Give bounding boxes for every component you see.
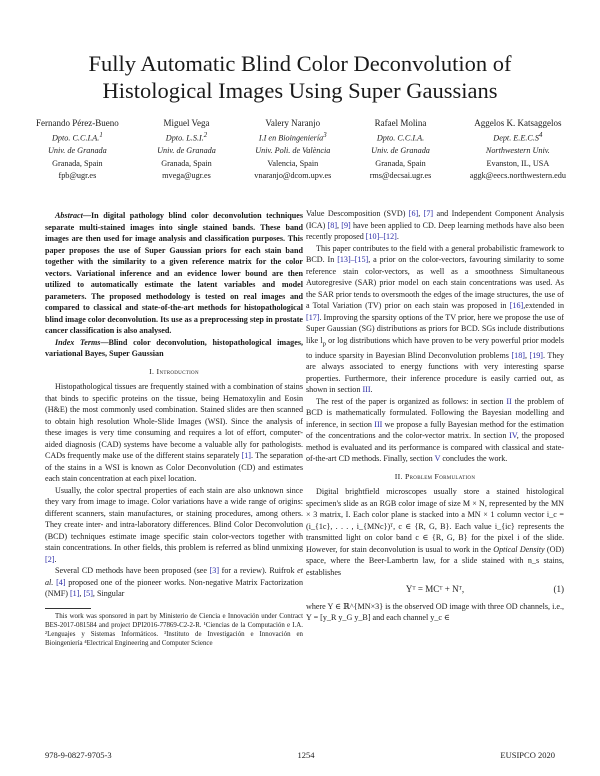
author-affil-mark: 3 xyxy=(323,131,327,139)
paragraph: This paper contributes to the field with a general probabilistic framework to BCD. In [13]–[15], a prior on the color-vectors, favouring similarity to some reference stain color-vectors, as well as a smoothness Simultaneous Autoregresive (SAR) prior model on each stain concentrations was used. As the SAR prior tends to oversmooth the edges of the image structures, the use of a Total Variation (TV) prior on each stain was proposed in [16],extended in [17]. Improving the sparsity options of the TV prior, here we propose the use of Super Gaussian (SG) distributions as priors for BCD. SGs include distributions like $l_p$ or log distributions which have proven to be very powerful prior models to induce sparsity in Bayesian Blind Deconvolution problems [18], [19]. They are always associated to energy functions with very interesting sparse properties. Furthermore, their inference procedure is easily carried out, as shown in section III. xyxy=(306,243,565,395)
citation-link[interactable]: [3] xyxy=(209,566,220,575)
citation-link[interactable]: [10]–[12] xyxy=(365,232,397,241)
citation-link[interactable]: [18] xyxy=(511,350,525,360)
paragraph: where Y ∈ ℝ^{MN×3} is the observed OD image with three OD channels, i.e., Y = [y_R y_G y_B] and each channel y_c ∈ xyxy=(306,601,564,623)
abstract-label: Abstract xyxy=(55,211,83,220)
author-block xyxy=(254,117,331,183)
section-link[interactable]: V xyxy=(434,454,441,464)
author-org: Univ. de Granada xyxy=(371,145,430,155)
abstract xyxy=(45,210,303,360)
section-heading xyxy=(306,471,564,483)
citation-link[interactable]: [9] xyxy=(341,220,351,230)
author-org: Univ. de Granada xyxy=(47,145,107,155)
paper-title xyxy=(40,50,560,104)
index-terms-text: —Blind color deconvolution, histopathological images, variational Bayes, Super Gaussian xyxy=(45,337,303,358)
paragraph: Value Descomposition (SVD) [6], [7] and Independent Component Analysis (ICA) [8], [9] have been applied to CD. Deep learning methods have also been recently proposed [10]–[12]. xyxy=(306,209,565,241)
citation-link[interactable]: [4] xyxy=(56,577,66,587)
author-block xyxy=(470,117,566,183)
author-name: Miguel Vega xyxy=(163,118,210,128)
paragraph: Usually, the color spectral properties of each stain are also unknown since they vary from image to image. Color variations have a wide range of origins: different scanners, stain manufactures, or staining procedures, among others. They create inter- and intra-laboratory differences. Blind Color Deconvolution (BCD) techniques estimate image specific stain color-vectors together with stain concentrations. In other fields, this problem is referred as blind unmixing [2]. xyxy=(45,485,303,564)
section-link[interactable]: IV xyxy=(509,431,517,441)
author-email[interactable]: vnaranjo@dcom.upv.es xyxy=(254,171,332,181)
paragraph: The rest of the paper is organized as follows: in section II the problem of BCD is mathematically formulated. Following the Bayesian modelling and inference, in section III we propose a fully Bayesian method for the estimation of the concentrations and the color-vector matrix. In section IV, the proposed method is evaluated and its performance is compared with classical and state-of-the-art CD methods. Finally, section V concludes the work. xyxy=(306,396,564,464)
section-link[interactable]: III xyxy=(362,385,371,395)
author-city: Granada, Spain xyxy=(375,158,426,168)
author-name: Valery Naranjo xyxy=(265,118,321,128)
author-dept: Dpto. L.S.I. xyxy=(165,133,204,143)
author-name: Aggelos K. Katsaggelos xyxy=(474,118,562,128)
author-email[interactable]: fpb@ugr.es xyxy=(58,171,97,181)
left-column xyxy=(45,210,303,648)
equation xyxy=(306,584,564,596)
citation-link[interactable]: [5] xyxy=(83,589,93,598)
author-affil-mark: 2 xyxy=(203,131,208,139)
title-line-2: Histological Images Using Super Gaussians xyxy=(102,78,498,103)
footer-conference: EUSIPCO 2020 xyxy=(500,750,555,760)
author-block xyxy=(370,117,432,183)
author-name: Rafael Molina xyxy=(374,118,427,128)
citation-link[interactable]: [2] xyxy=(45,554,55,564)
abstract-text: —In digital pathology blind color deconvolution techniques separate multi-stained images into single stained bands. These band images are then used for image analysis and classification purposes. This paper proposes the use of Super Gaussian priors for each stain band together with the similarity to a given reference matrix for the color vectors. Variational inference and an evidence lower bound are then utilized to automatically estimate the latent variables and model parameters. The proposed methodology is tested on real images and compared to classical and state-of-the-art methods for histopathological blind image color deconvolution. Its use as a preprocessing step in prostate cancer classification is also analysed. xyxy=(45,211,303,335)
paragraph: Several CD methods have been proposed (see [3] for a review). Ruifrok et al. [4] proposed one of the pioneer works. Non-negative Matrix Factorization (NMF) [1], [5], Singular xyxy=(45,566,303,598)
author-city: Granada, Spain xyxy=(52,158,103,168)
author-list xyxy=(36,117,566,183)
author-city: Granada, Spain xyxy=(161,158,212,168)
author-email[interactable]: aggk@eecs.northwestern.edu xyxy=(469,171,566,181)
equation-body: Yᵀ = MCᵀ + Nᵀ, xyxy=(405,584,465,595)
section-link[interactable]: II xyxy=(506,396,512,406)
index-terms-label: Index Terms xyxy=(55,337,101,347)
section-title: Problem Formulation xyxy=(405,471,476,481)
author-dept: I.I en Bioingeniería xyxy=(258,133,324,143)
section-link[interactable]: III xyxy=(374,419,383,429)
citation-link[interactable]: [7] xyxy=(423,209,434,218)
citation-link[interactable]: [13]–[15] xyxy=(337,255,369,264)
citation-link[interactable]: [8] xyxy=(327,220,338,230)
citation-link[interactable]: [16] xyxy=(509,301,524,310)
page-footer xyxy=(45,750,555,760)
section-number: II. xyxy=(394,471,403,481)
author-org: Univ. Poli. de València xyxy=(255,145,331,155)
author-email[interactable]: rms@decsai.ugr.es xyxy=(369,171,432,181)
page-number: 1254 xyxy=(297,750,315,760)
equation-number: (1) xyxy=(553,584,564,595)
author-affil-mark: 4 xyxy=(539,131,543,139)
footnote-rule xyxy=(45,608,91,609)
section-heading xyxy=(45,366,303,378)
author-name: Fernando Pérez-Bueno xyxy=(36,118,119,128)
footnote: This work was sponsored in part by Ministerio de Ciencia e Innovación under Contract BES-2017-081584 and project DPI2016-77869-C2-2-R. ¹Ciencias de la Computación e I.A. ²Lenguajes y Sistemas Informáticos. ³Instituto de Investigación e Innovación en Bioingeniería ⁴Electrical Engineering and Computer Science xyxy=(45,612,303,647)
author-dept: Dpto. C.C.I.A. xyxy=(52,133,100,143)
author-org: Univ. de Granada xyxy=(157,145,216,155)
citation-link[interactable]: [1] xyxy=(241,451,251,460)
author-city: Valencia, Spain xyxy=(267,158,319,168)
paragraph: Digital brightfield microscopes usually store a stained histological specimen's slide as an RGB color image of size M × N, represented by the MN × 3 matrix, I. Each color plane is stacked into a MN × 1 column vector i_c = (i_{1c}, . . . , i_{MNc})ᵀ, c ∈ {R, G, B}. Each value i_{ic} represents the transmitted light on color band c ∈ {R, G, B} for the pixel i of the slide. However, for stain deconvolution is usual to work in the Optical Density (OD) space, where the Beer-Lambertn law, for a slide stained with n_s stains, establishes xyxy=(306,487,564,577)
paragraph: Histopathological tissues are frequently stained with a combination of stains that binds to specific proteins on the tissue, being Hematoxylin and Eosin (H&E) the most commonly used combination. Stained slides are then scanned to obtain high resolution Whole-Slide Images (WSI). Since the analysis of these images is very time consuming and requires a lot of effort, computer-aided diagnosis (CAD) systems have become a valuable ally for pathologists. CADs frequently make use of the different stains separately [1]. The separation of the stains in a WSI is known as Color Deconvolution (CD) and estimates each stain concentration at each pixel location. xyxy=(45,382,303,483)
citation-link[interactable]: [6] xyxy=(408,209,419,218)
right-column xyxy=(306,208,564,624)
author-block xyxy=(36,117,119,183)
author-org: Northwestern Univ. xyxy=(485,145,550,155)
citation-link[interactable]: [1] xyxy=(69,589,80,598)
author-email[interactable]: mvega@ugr.es xyxy=(162,171,211,181)
author-block xyxy=(157,117,216,183)
author-dept: Dept. E.E.C.S xyxy=(493,133,539,143)
section-title: Introduction xyxy=(156,366,199,376)
author-city: Evanston, IL, USA xyxy=(486,158,550,168)
footer-isbn: 978-9-0827-9705-3 xyxy=(45,750,112,760)
author-dept: Dpto. C.C.I.A. xyxy=(376,133,425,143)
citation-link[interactable]: [17] xyxy=(306,312,320,322)
section-number: I. xyxy=(149,366,155,376)
title-line-1: Fully Automatic Blind Color Deconvolution of xyxy=(88,51,512,76)
author-affil-mark: 1 xyxy=(99,131,103,139)
citation-link[interactable]: [19] xyxy=(529,350,543,360)
